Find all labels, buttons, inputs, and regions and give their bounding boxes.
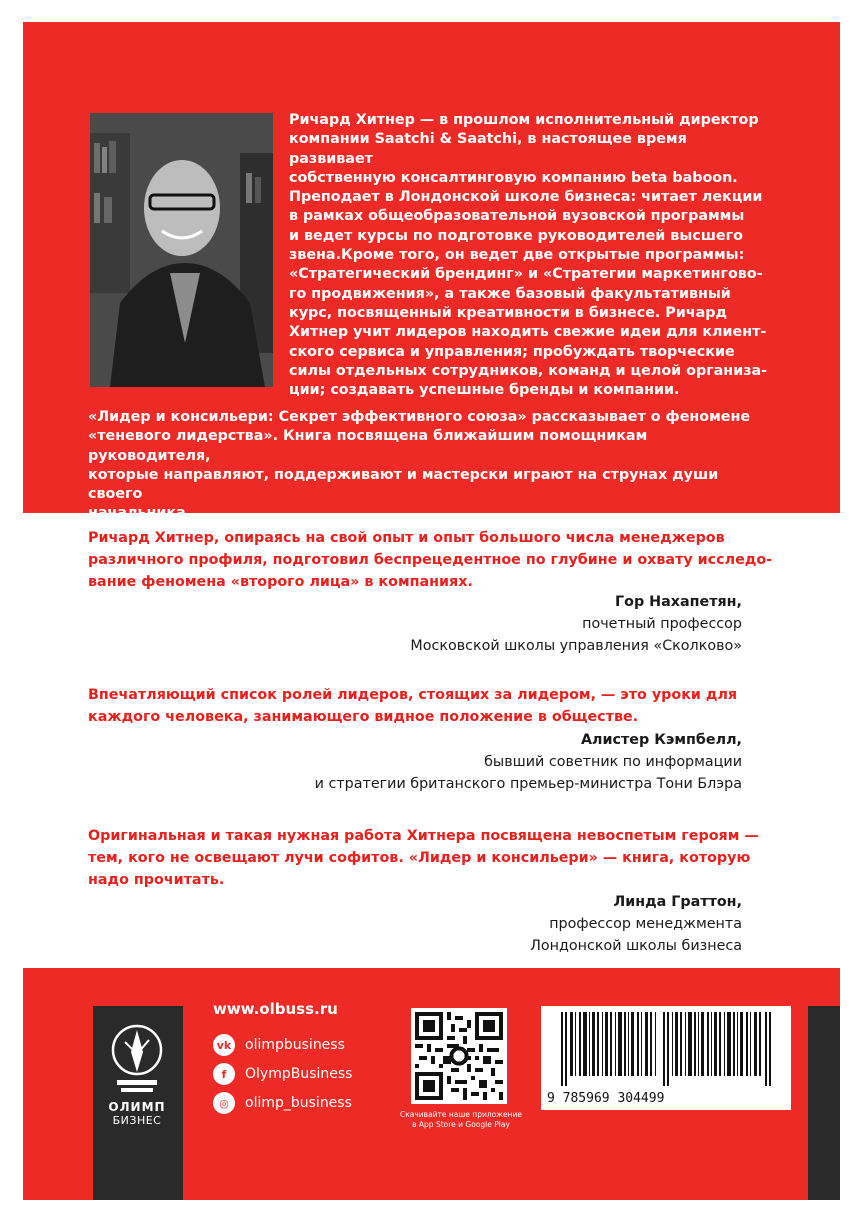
- publisher-name: ОЛИМП: [108, 1100, 166, 1114]
- qr-code-icon: [415, 1012, 503, 1100]
- social-link-instagram[interactable]: [213, 1092, 352, 1114]
- social-label: olimpbusiness: [245, 1037, 345, 1053]
- quote-author-role: бывший советник по информации и стратегии британского премьер-министра Тони Блэра: [314, 754, 742, 792]
- book-description: «Лидер и консильери: Секрет эффективного союза» рассказывает о феномене «теневого лидерства». Книга посвящена ближайшим помощникам руководителя, которые направляют, поддерживают и мастерски играют на струнах души своего: [88, 409, 751, 503]
- spine-strip: [808, 1006, 840, 1200]
- qr-code[interactable]: [411, 1008, 507, 1104]
- isbn-barcode: [541, 1006, 791, 1110]
- social-label: olimp_business: [245, 1095, 352, 1111]
- author-bio: [289, 111, 769, 400]
- olympic-torch-logo-icon: [109, 1022, 165, 1096]
- social-label: OlympBusiness: [245, 1066, 353, 1082]
- website-link[interactable]: www.olbuss.ru: [213, 1000, 338, 1018]
- author-bio-text: — в прошлом исполнительный директор компании Saatchi & Saatchi, в настоящее время развивает собственную консалтинговую компанию beta baboon. Преподает в Лондонской школе бизнеса: читает лекции в рамках общеобразовательной вузовской программы и ведет курсы по подготовке руководителей высшего звена.Кроме того, он ведет две открытые программы: «Стратегический брендинг» и «Стратегии маркетингово- го продвижения», а также базовый факультативный курс, посвященный креативности в бизнесе. Ричард Хитнер учит лидеров находить свежие идеи для клиент- ского сервиса и управления; пробуждать творческие силы отдельных сотрудников, команд и целой организа- ции; создавать успешные бренды и компании.: [289, 112, 768, 399]
- quote-author: Алистер Кэмпбелл,: [580, 732, 742, 748]
- instagram-icon: ◎: [213, 1092, 235, 1114]
- quote-author: Гор Нахапетян,: [615, 594, 742, 610]
- quote-author-role: профессор менеджмента Лондонской школы бизнеса: [530, 916, 742, 954]
- quote-author-role: почетный профессор Московской школы управления «Сколково»: [410, 616, 742, 654]
- social-link-facebook[interactable]: [213, 1063, 352, 1085]
- quote-text: Оригинальная и такая нужная работа Хитнера посвящена невоспетым героям — тем, кого не освещают лучи софитов. «Лидер и консильери» — книга, которую надо прочитать.: [88, 828, 759, 888]
- quote-text: Впечатляющий список ролей лидеров, стоящих за лидером, — это уроки для каждого человека, занимающего видное положение в обществе.: [88, 687, 738, 725]
- publisher-subname: БИЗНЕС: [112, 1114, 162, 1127]
- author-photo: [90, 113, 273, 387]
- barcode-icon: [561, 1012, 773, 1086]
- social-link-vk[interactable]: [213, 1034, 345, 1056]
- isbn-digits: 9 785969 304499: [547, 1091, 665, 1106]
- author-portrait-icon: [90, 113, 273, 387]
- vk-icon: vk: [213, 1034, 235, 1056]
- app-download-caption: Скачивайте наше приложение в App Store и Google Play: [400, 1110, 522, 1129]
- publisher-logo: [98, 1022, 176, 1142]
- quote-author: Линда Граттон,: [613, 894, 742, 910]
- author-name: Ричард Хитнер: [289, 112, 415, 128]
- facebook-icon: f: [213, 1063, 235, 1085]
- quote-text: Ричард Хитнер, опираясь на свой опыт и опыт большого числа менеджеров различного профиля, подготовил беспрецедентное по глубине и охвату исследо- вание феномена «второго лица» в компаниях.: [88, 530, 773, 590]
